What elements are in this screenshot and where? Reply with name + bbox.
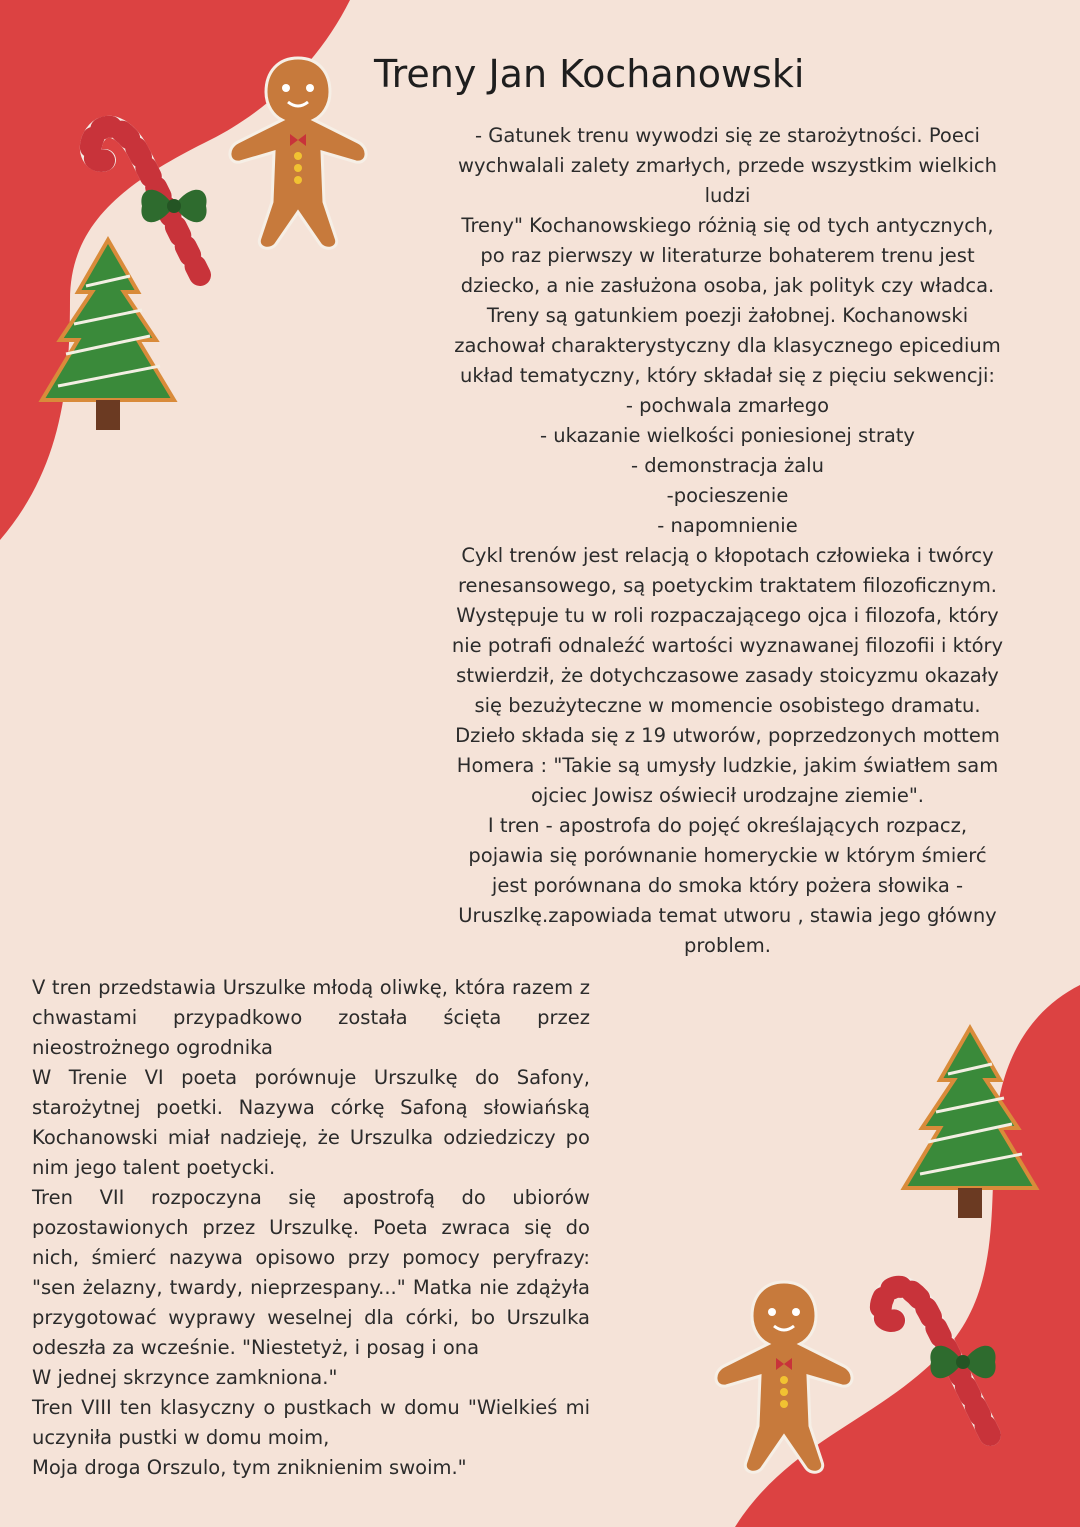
- intro-line: dziecko, a nie zasłużona osoba, jak polityk czy władca.: [460, 274, 995, 297]
- intro-line: Treny są gatunkiem poezji żałobnej. Kochanowski: [486, 304, 969, 327]
- intro-line: Dzieło składa się z 19 utworów, poprzedzonych mottem: [455, 724, 1000, 747]
- paragraph-tren-viii: Tren VIII ten klasyczny o pustkach w domu "Wielkieś mi uczyniła pustki w domu moim,: [32, 1396, 590, 1449]
- paragraph-tren-vii: Tren VII rozpoczyna się apostrofą do ubiorów pozostawionych przez Urszulkę. Poeta zwraca się do nich, śmierć nazywa opisowo przy pomocy peryfrazy: "sen żelazny, twardy, nieprzespany..." Matka nie zdążyła przygotować wyprawy weselnej dla córki, bo Urszulka odeszła za wcześnie. "Niestetyż, i posag i ona: [32, 1186, 590, 1359]
- intro-line: wychwalali zalety zmarłych, przede wszystkim wielkich: [458, 154, 997, 177]
- intro-line: nie potrafi odnaleźć wartości wyznawanej filozofii i który: [451, 634, 1004, 657]
- intro-line: renesansowego, są poetyckim traktatem filozoficznym.: [457, 574, 998, 597]
- intro-line: problem.: [684, 934, 771, 957]
- bow-icon: [925, 1332, 1001, 1392]
- paragraph-tren-viii-quote: Moja droga Orszulo, tym zniknienim swoim.": [32, 1456, 467, 1479]
- paragraph-tren-vi: W Trenie VI poeta porównuje Urszulkę do Safony, starożytnej poetki. Nazywa córkę Safoną słowiańską Kochanowski miał nadzieję, że Urszulka odziedziczy po nim jego talent poetycki.: [32, 1066, 590, 1179]
- intro-line: się bezużyteczne w momencie osobistego dramatu.: [474, 694, 981, 717]
- paragraph-tren-v: V tren przedstawia Urszulke młodą oliwkę, która razem z chwastami przypadkowo została ścięta przez nieostrożnego ogrodnika: [32, 976, 590, 1059]
- intro-section: [440, 121, 1015, 961]
- intro-line: jest porównana do smoka który pożera słowika -: [491, 874, 964, 897]
- intro-line: ojciec Jowisz oświecił urodzajne ziemie".: [530, 784, 925, 807]
- intro-line: - napomnienie: [657, 514, 798, 537]
- paragraph-tren-vii-quote: W jednej skrzynce zamkniona.": [32, 1366, 338, 1389]
- intro-line: I tren - apostrofa do pojęć określających rozpacz,: [487, 814, 968, 837]
- intro-line: po raz pierwszy w literaturze bohaterem trenu jest: [480, 244, 975, 267]
- intro-line: ludzi: [704, 184, 751, 207]
- intro-line: pojawia się porównanie homeryckie w którym śmierć: [468, 844, 987, 867]
- intro-line: - ukazanie wielkości poniesionej straty: [540, 424, 915, 447]
- gingerbread-man-icon: [218, 52, 378, 252]
- christmas-tree-icon: [900, 1024, 1040, 1224]
- intro-line: - demonstracja żalu: [631, 454, 824, 477]
- intro-line: Treny" Kochanowskiego różnią się od tych antycznych,: [461, 214, 994, 237]
- page-title: Treny Jan Kochanowski: [374, 52, 805, 96]
- intro-line: zachował charakterystyczny dla klasycznego epicedium: [454, 334, 1001, 357]
- intro-line: - pochwala zmarłego: [625, 394, 830, 417]
- intro-line: - Gatunek trenu wywodzi się ze starożytności. Poeci: [475, 124, 980, 147]
- intro-line: Homera : "Takie są umysły ludzkie, jakim światłem sam: [456, 754, 999, 777]
- intro-line: Cykl trenów jest relacją o kłopotach człowieka i twórcy: [461, 544, 994, 567]
- intro-line: Występuje tu w roli rozpaczającego ojca i filozofa, który: [456, 604, 999, 627]
- gingerbread-man-icon: [704, 1276, 864, 1476]
- intro-line: stwierdził, że dotychczasowe zasady stoicyzmu okazały: [456, 664, 999, 687]
- intro-line: -pocieszenie: [666, 484, 789, 507]
- bow-icon: [136, 176, 212, 236]
- lower-section: [32, 973, 590, 1483]
- intro-line: układ tematyczny, który składał się z pięciu sekwencji:: [460, 364, 995, 387]
- intro-line: Uruszlkę.zapowiada temat utworu , stawia jego główny: [458, 904, 997, 927]
- christmas-tree-icon: [38, 236, 178, 436]
